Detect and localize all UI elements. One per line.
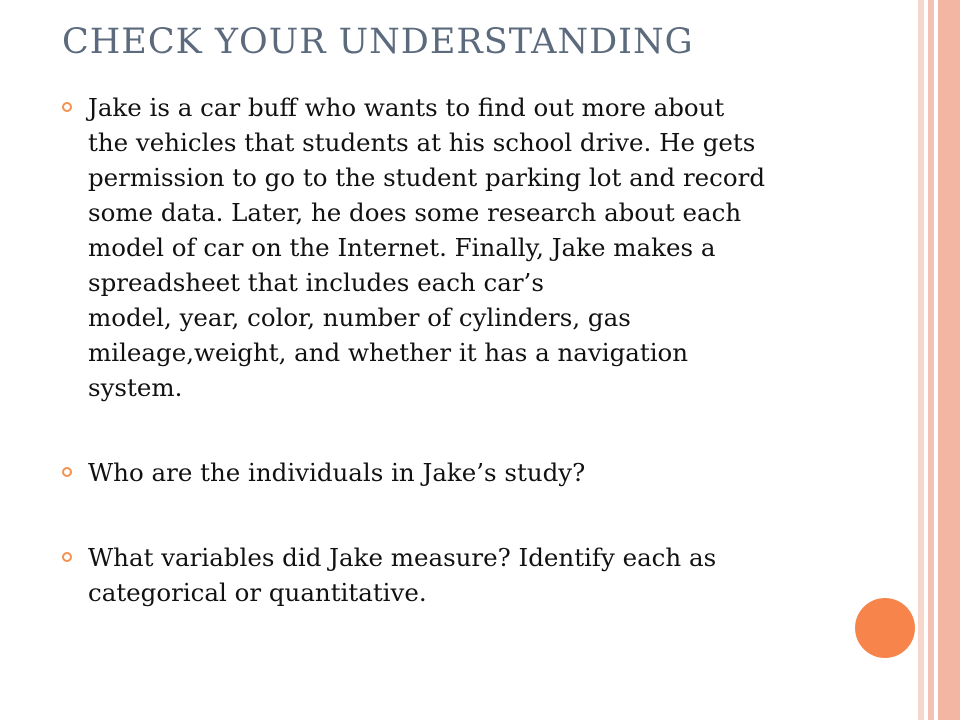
bullet-item-individuals-question <box>62 455 862 490</box>
bullet-text-line: model, year, color, number of cylinders, gas <box>88 303 631 332</box>
bullet-text-line: the vehicles that students at his school drive. He gets <box>88 128 756 157</box>
bullet-text-line: permission to go to the student parking lot and record <box>88 163 766 192</box>
decorative-stripe <box>938 0 960 720</box>
slide-title: CHECK YOUR UNDERSTANDING <box>62 22 694 62</box>
bullet-text-line: mileage,weight, and whether it has a navigation <box>88 338 689 367</box>
bullet-text-line: some data. Later, he does some research about each <box>88 198 742 227</box>
decorative-circle-icon <box>855 598 915 658</box>
bullet-item-variables-question <box>62 540 862 610</box>
bullet-text-line: Who are the individuals in Jake’s study? <box>88 458 586 487</box>
bullet-marker-icon <box>62 467 72 477</box>
bullet-text-line: spreadsheet that includes each car’s <box>88 268 544 297</box>
bullet-text-line: system. <box>88 373 183 402</box>
bullet-text-line: Jake is a car buff who wants to find out more about <box>88 93 725 122</box>
bullet-text-line: categorical or quantitative. <box>88 578 427 607</box>
bullet-marker-icon <box>62 102 72 112</box>
bullet-text-line: model of car on the Internet. Finally, Jake makes a <box>88 233 716 262</box>
bullet-text-line: What variables did Jake measure? Identify each as <box>88 543 717 572</box>
bullet-list <box>62 90 862 610</box>
bullet-item-scenario <box>62 90 862 405</box>
bullet-marker-icon <box>62 552 72 562</box>
